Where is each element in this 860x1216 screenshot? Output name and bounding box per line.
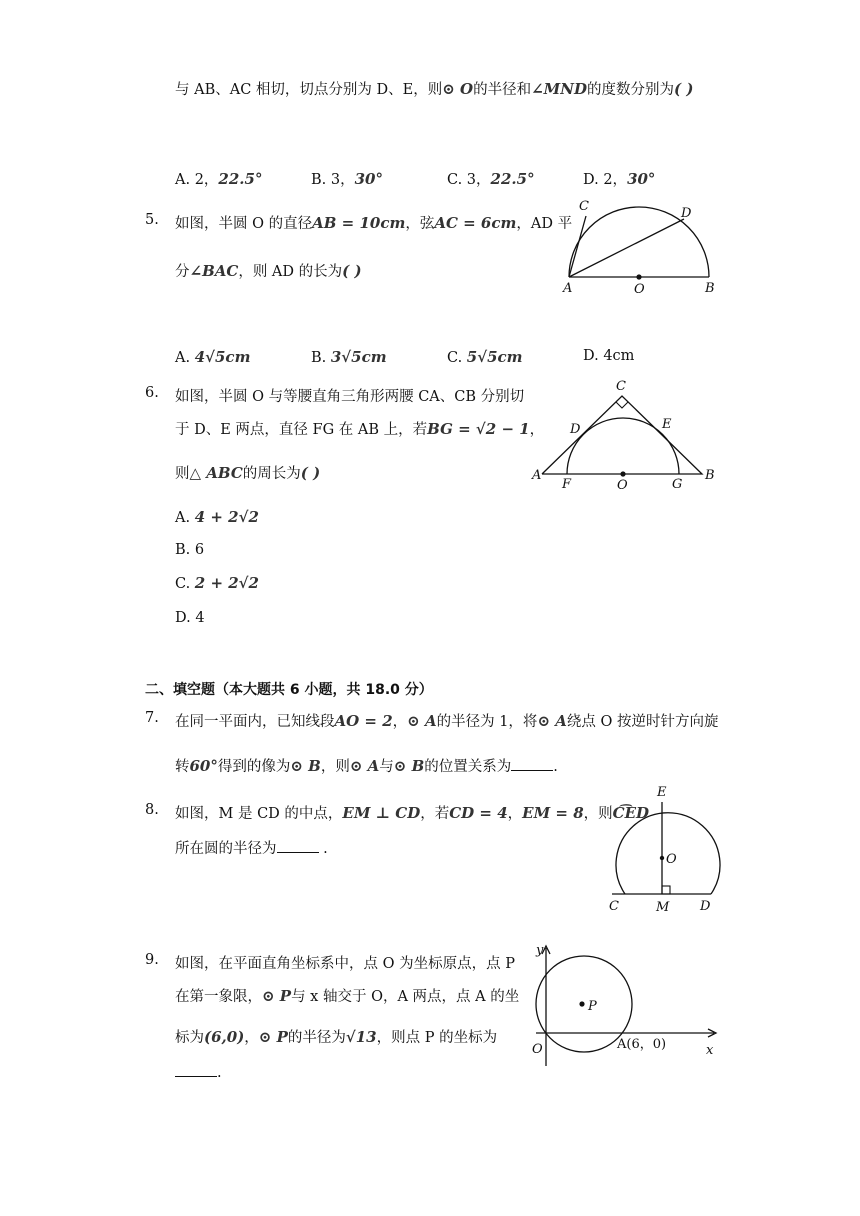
q6-right-angle-mark [616,402,628,408]
q5-number: 5. [145,212,159,228]
q6-text: 于 D、E 两点，直径 FG 在 AB 上，若 [175,422,428,438]
q9-radius: √13 [345,1028,377,1046]
q5-ab: AB = 10cm [312,214,406,232]
q9-stem-line2 [175,985,519,1006]
q6-label-e: E [662,417,672,432]
q7-stem-line1 [175,710,718,731]
q5-chord-ac [569,216,586,277]
q7-text4: 绕点 O 按逆时针方向旋 [566,714,719,730]
q4-paren: ( ) [674,80,694,98]
q9-figure [522,938,727,1073]
q8-sep: ， [507,806,523,822]
q6-stem-line1: 如图，半圆 O 与等腰直角三角形两腰 CA、CB 分别切 [175,389,525,405]
q8-label-m: M [656,900,670,915]
q5-text: 如图，半圆 O 的直径 [175,216,313,232]
q6-option-a-value: 4 + 2√2 [194,508,259,526]
q7-end: . [553,759,558,775]
q6-label-d: D [570,422,581,437]
q9-circle-p: ⊙ P [262,987,292,1005]
q6-label-g: G [672,477,683,492]
q5-figure [555,195,730,300]
q5-chord-ad [569,219,684,277]
q6-triangle: △ ABC [189,464,243,482]
q7-circle-a3: ⊙ A [349,757,380,775]
q4-option-d-label: D. 2， [583,172,628,188]
q6-paren: ( ) [300,464,321,482]
q7-text6: 得到的像为 [217,759,291,775]
q6-option-b-label: B. 6 [175,542,205,558]
q9-text4: ， [244,1030,259,1046]
q8-text4: 所在圆的半径为 [175,841,277,857]
q5-option-b-value: 3√5cm [330,348,387,366]
q6-option-a-label: A. [175,510,191,526]
q8-label-e: E [657,785,667,800]
q4-circle-o: ⊙ O [442,80,474,98]
q5-option-a-label: A. [175,350,191,366]
q7-answer-blank[interactable] [511,758,553,771]
q9-label-a: A(6，0) [617,1037,667,1052]
q5-center-point [636,274,641,279]
q5-option-b-label: B. [311,350,327,366]
q6-label-o: O [617,478,628,492]
q6-option-c-value: 2 + 2√2 [194,574,259,592]
q7-text8: 与 [379,759,394,775]
q8-arc: C͡ED [612,804,650,822]
q6-figure [528,372,728,492]
q6-option-b[interactable] [175,542,204,558]
q6-option-a[interactable] [175,508,259,526]
q5-option-c[interactable] [447,348,523,366]
q4-option-b-label: B. 3， [311,172,355,188]
q5-text2: ，弦 [405,216,435,232]
q8-center-point [660,856,664,860]
section-title-fill-in: 二、填空题（本大题共 6 小题，共 18.0 分） [145,682,433,698]
q6-center-point [620,471,625,476]
q8-answer-blank[interactable] [277,840,319,853]
q4-option-a-label: A. 2， [175,172,219,188]
q4-option-c-value: 22.5° [490,170,535,188]
q5-text3: ，AD 平 [516,216,573,232]
q9-text2: 与 x 轴交于 O，A 两点，点 A 的坐 [291,989,520,1005]
q9-coord: (6,0) [204,1028,245,1046]
q5-ac: AC = 6cm [434,214,517,232]
q6-bg: BG = √2 − 1 [427,420,530,438]
q5-label-o: O [634,282,645,297]
q8-text2: ，若 [420,806,450,822]
q8-right-angle-mark [662,886,670,894]
q9-end: . [217,1065,222,1081]
q5-paren: ( ) [342,262,362,280]
q4-option-d-value: 30° [627,170,656,188]
q8-end: . [323,841,328,857]
q7-text2: ， [392,714,408,730]
q4-text: 与 AB、AC 相切，切点分别为 D、E，则 [175,82,443,98]
q9-text: 在第一象限， [175,989,262,1005]
q9-label-p: P [588,999,597,1014]
q7-text5: 转 [175,759,190,775]
q6-label-b: B [705,468,715,483]
q4-option-a-value: 22.5° [218,170,263,188]
q9-text5: 的半径为 [287,1030,346,1046]
q8-stem-line2 [175,837,328,858]
q8-label-d: D [700,899,711,914]
q6-option-d[interactable] [175,610,205,626]
q4-option-d[interactable] [583,168,655,189]
q9-stem-line1: 如图，在平面直角坐标系中，点 O 为坐标原点，点 P [175,956,515,972]
q4-option-b[interactable] [311,168,383,189]
q6-text2: ， [529,422,545,438]
q5-option-d[interactable] [583,348,634,364]
q7-circle-b: ⊙ B [290,757,321,775]
q5-angle: ∠BAC [189,262,239,280]
q8-em-perp: EM ⊥ CD [342,804,421,822]
q8-em: EM = 8 [522,804,584,822]
q6-text4: 的周长为 [242,466,301,482]
q5-stem-line2 [175,260,362,281]
q8-text: 如图，M 是 CD 的中点， [175,806,343,822]
q5-label-b: B [705,281,715,296]
q9-answer-blank[interactable] [175,1064,217,1077]
q8-number: 8. [145,802,159,818]
q9-label-y: y [536,943,544,958]
q8-label-c: C [609,899,619,914]
q4-option-b-value: 30° [354,170,383,188]
q5-option-c-value: 5√5cm [466,348,523,366]
q9-text3: 标为 [175,1030,204,1046]
q5-option-a-value: 4√5cm [194,348,251,366]
q5-option-c-label: C. [447,350,463,366]
q5-label-d: D [681,206,692,221]
q7-text3: 的半径为 1，将 [436,714,538,730]
q6-stem-line2 [175,418,544,439]
q6-label-a: A [532,468,542,483]
q8-figure [598,780,728,915]
q6-stem-line3 [175,462,320,483]
q4-stem [175,78,693,99]
q6-text3: 则 [175,466,190,482]
q7-ao: AO = 2 [334,712,393,730]
q9-text6: ，则点 P 的坐标为 [376,1030,498,1046]
q8-text3: ，则 [583,806,613,822]
q8-stem-line1 [175,802,649,823]
q6-number: 6. [145,385,159,401]
q5-option-d-label: D. 4cm [583,348,635,364]
q7-circle-a2: ⊙ A [537,712,567,730]
q4-text2: 的半径和 [473,82,532,98]
q9-number: 9. [145,952,159,968]
q4-option-c[interactable] [447,168,535,189]
q5-option-b[interactable] [311,348,387,366]
q7-text7: ，则 [320,759,350,775]
q6-option-d-label: D. 4 [175,610,205,626]
q6-option-c-label: C. [175,576,191,592]
q4-option-a[interactable] [175,168,262,189]
q9-circle-p2: ⊙ P [258,1028,288,1046]
q6-label-f: F [562,477,572,492]
q7-degree: 60° [189,757,218,775]
q8-cd: CD = 4 [449,804,508,822]
q7-text: 在同一平面内，已知线段 [175,714,335,730]
q5-text4: 分 [175,264,190,280]
q5-option-a[interactable] [175,348,250,366]
q8-label-o: O [666,852,677,867]
q4-angle: ∠MND [531,80,587,98]
q6-label-c: C [616,379,626,394]
q5-label-c: C [579,199,589,214]
q5-text5: ，则 AD 的长为 [238,264,343,280]
q5-stem-line1 [175,212,572,233]
q7-stem-line2 [175,755,558,776]
q7-circle-b2: ⊙ B [393,757,425,775]
q7-number: 7. [145,710,159,726]
q6-option-c[interactable] [175,574,259,592]
q4-text3: 的度数分别为 [587,82,674,98]
q9-stem-line3 [175,1026,497,1047]
q9-center-point [579,1001,584,1006]
q9-label-x: x [706,1043,714,1058]
q7-circle-a: ⊙ A [407,712,437,730]
q5-label-a: A [563,281,573,296]
q7-text9: 的位置关系为 [424,759,512,775]
q4-option-c-label: C. 3， [447,172,491,188]
q9-stem-line4 [175,1064,222,1081]
q9-label-o: O [532,1042,543,1057]
